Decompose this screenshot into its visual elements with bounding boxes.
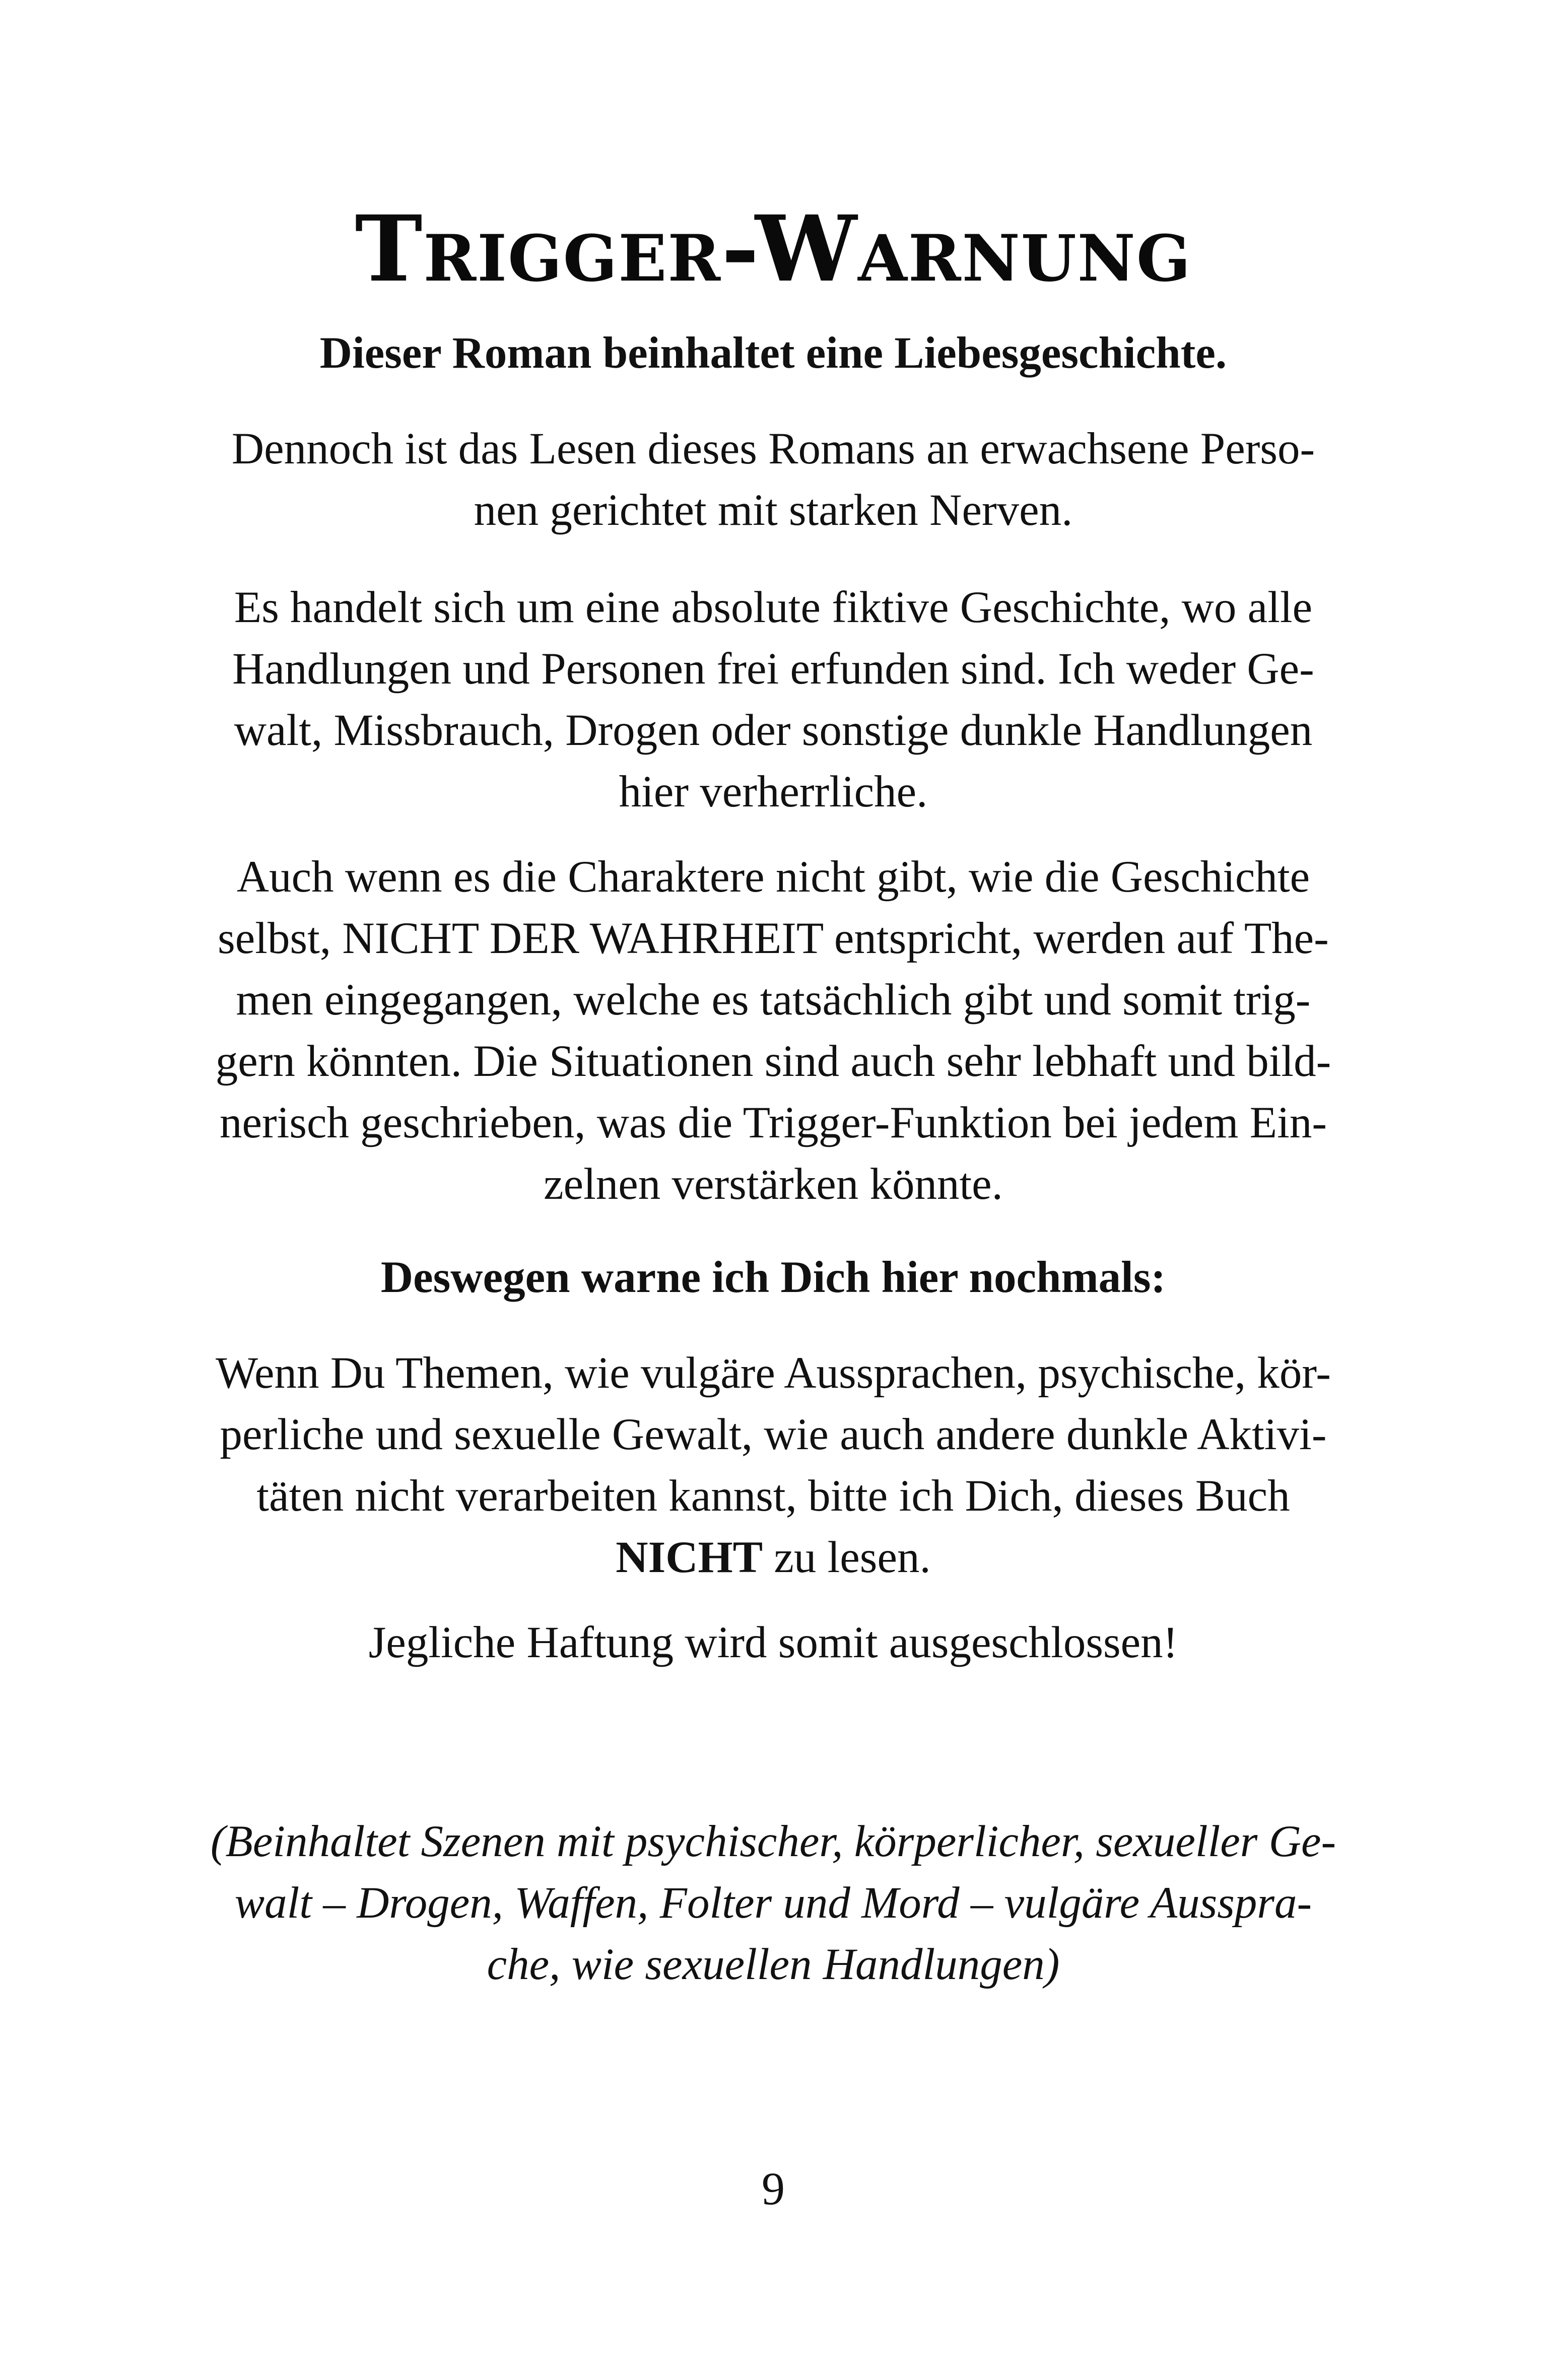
paragraph-audience bbox=[201, 418, 1345, 541]
paragraph-warning bbox=[201, 1342, 1345, 1588]
text-line: hier verherrliche. bbox=[619, 767, 928, 817]
text-line: selbst, NICHT DER WAHRHEIT entspricht, werden auf The- bbox=[218, 914, 1329, 963]
text-line: Handlungen und Personen frei erfunden sind. Ich weder Ge- bbox=[232, 644, 1314, 694]
warning-heading: Deswegen warne ich Dich hier nochmals: bbox=[380, 1253, 1166, 1302]
text-line-end: zu lesen. bbox=[763, 1533, 931, 1582]
liability-statement: Jegliche Haftung wird somit ausgeschlossen! bbox=[368, 1618, 1178, 1667]
intro-statement: Dieser Roman beinhaltet eine Liebesgeschichte. bbox=[319, 328, 1227, 378]
text-line: walt, Missbrauch, Drogen oder sonstige dunkle Handlungen bbox=[234, 706, 1313, 755]
text-line: nerisch geschrieben, was die Trigger-Funktion bei jedem Ein- bbox=[219, 1098, 1327, 1147]
paragraph-fiction bbox=[201, 577, 1345, 823]
emphasis-nicht: NICHT bbox=[616, 1533, 763, 1582]
page-number: 9 bbox=[762, 2163, 785, 2214]
text-line: gern könnten. Die Situationen sind auch sehr lebhaft und bild- bbox=[215, 1037, 1331, 1086]
text-line: (Beinhaltet Szenen mit psychischer, körperlicher, sexueller Ge- bbox=[210, 1817, 1336, 1866]
text-line: nen gerichtet mit starken Nerven. bbox=[474, 486, 1073, 535]
text-line: Wenn Du Themen, wie vulgäre Aussprachen, psychische, kör- bbox=[216, 1348, 1331, 1398]
text-line: che, wie sexuellen Handlungen) bbox=[487, 1940, 1060, 1989]
text-line: Dennoch ist das Lesen dieses Romans an erwachsene Perso- bbox=[231, 424, 1315, 473]
content-note bbox=[201, 1811, 1345, 1995]
text-line: täten nicht verarbeiten kannst, bitte ich Dich, dieses Buch bbox=[256, 1471, 1290, 1521]
paragraph-characters bbox=[201, 846, 1345, 1215]
text-line: zelnen verstärken könnte. bbox=[544, 1160, 1003, 1209]
text-line: walt – Drogen, Waffen, Folter und Mord – vulgäre Ausspra- bbox=[234, 1878, 1312, 1928]
text-line: Es handelt sich um eine absolute fiktive Geschichte, wo alle bbox=[234, 583, 1313, 632]
text-line: men eingegangen, welche es tatsächlich gibt und somit trig- bbox=[236, 975, 1311, 1025]
page-title: Trigger-Warnung bbox=[355, 196, 1192, 302]
text-line: perliche und sexuelle Gewalt, wie auch andere dunkle Aktivi- bbox=[220, 1410, 1327, 1459]
text-line: Auch wenn es die Charaktere nicht gibt, wie die Geschichte bbox=[236, 852, 1310, 902]
